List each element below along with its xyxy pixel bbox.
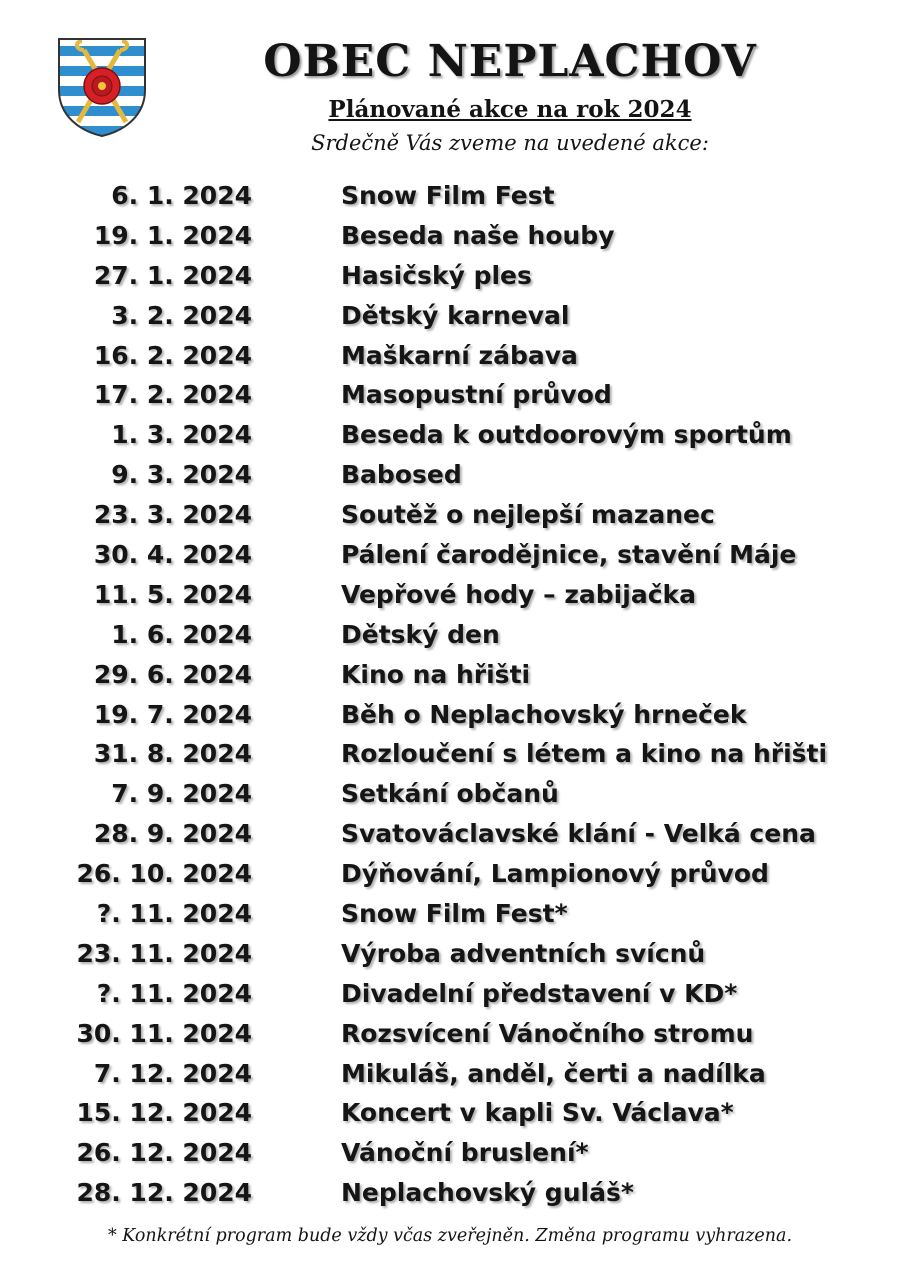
event-date: 27. 1. 2024 [93,260,252,290]
event-row [0,578,900,618]
page-title: OBEC NEPLACHOV [263,36,757,87]
event-row [0,179,900,219]
event-row [0,219,900,259]
event-row [0,538,900,578]
event-row [0,1057,900,1097]
event-date: 17. 2. 2024 [93,380,252,410]
event-name: Vánoční bruslení* [341,1138,589,1168]
event-row [0,339,900,379]
event-name: Divadelní představení v KD* [341,978,738,1008]
event-name: Svatováclavské klání - Velká cena [341,819,816,849]
event-row [0,857,900,897]
event-row [0,618,900,658]
event-date: 31. 8. 2024 [93,739,252,769]
event-row [0,299,900,339]
event-name: Masopustní průvod [341,380,612,410]
event-date: 1. 6. 2024 [111,619,252,649]
event-row [0,1096,900,1136]
event-row [0,698,900,738]
event-row [0,737,900,777]
event-row [0,817,900,857]
event-row [0,897,900,937]
event-name: Rozloučení s létem a kino na hřišti [341,739,828,769]
event-date: 26. 12. 2024 [76,1138,252,1168]
event-name: Koncert v kapli Sv. Václava* [341,1098,734,1128]
event-name: Snow Film Fest [341,181,555,210]
event-row [0,418,900,458]
event-date: 29. 6. 2024 [93,659,252,689]
event-name: Beseda k outdoorovým sportům [341,420,792,450]
page-subtitle: Plánované akce na rok 2024 [328,96,692,123]
footnote: * Konkrétní program bude vždy včas zveřejněn. Změna programu vyhrazena. [107,1226,793,1246]
event-date: 16. 2. 2024 [93,340,252,370]
event-name: Dětský karneval [341,300,570,330]
event-date: 30. 4. 2024 [93,540,252,570]
event-date: 7. 12. 2024 [93,1058,252,1088]
event-date: 15. 12. 2024 [76,1098,252,1128]
event-date: 26. 10. 2024 [76,859,252,889]
event-name: Pálení čarodějnice, stavění Máje [341,540,797,570]
event-date: 28. 9. 2024 [93,819,252,849]
event-date: 23. 11. 2024 [76,938,252,968]
event-name: Běh o Neplachovský hrneček [341,699,747,729]
event-name: Beseda naše houby [341,220,615,250]
invitation-text: Srdečně Vás zveme na uvedené akce: [311,131,709,155]
event-name: Neplachovský guláš* [341,1178,634,1208]
event-row [0,498,900,538]
event-row [0,1136,900,1176]
event-name: Výroba adventních svícnů [341,938,706,968]
event-date: 9. 3. 2024 [111,460,252,490]
event-row [0,1017,900,1057]
event-name: Setkání občanů [341,779,559,809]
event-row [0,937,900,977]
event-date: 23. 3. 2024 [93,500,252,530]
event-row [0,458,900,498]
event-row [0,977,900,1017]
coat-of-arms-icon [56,36,148,138]
event-name: Vepřové hody – zabijačka [341,579,697,609]
event-row [0,259,900,299]
event-date: 30. 11. 2024 [76,1018,252,1048]
event-row [0,1176,900,1216]
event-name: Dětský den [341,619,500,649]
event-date: 19. 7. 2024 [93,699,252,729]
event-list [0,179,900,1216]
event-row [0,378,900,418]
event-date: 6. 1. 2024 [111,181,252,210]
event-date: ?. 11. 2024 [96,899,252,929]
event-row [0,777,900,817]
event-name: Maškarní zábava [341,340,578,370]
event-name: Snow Film Fest* [341,899,568,929]
event-date: 7. 9. 2024 [111,779,252,809]
event-row [0,658,900,698]
event-name: Kino na hřišti [341,659,531,689]
event-name: Dýňování, Lampionový průvod [341,859,769,889]
event-date: 1. 3. 2024 [111,420,252,450]
event-date: 3. 2. 2024 [111,300,252,330]
event-name: Soutěž o nejlepší mazanec [341,500,715,530]
event-date: 19. 1. 2024 [93,220,252,250]
event-name: Rozsvícení Vánočního stromu [341,1018,754,1048]
event-date: 28. 12. 2024 [76,1178,252,1208]
event-date: 11. 5. 2024 [93,579,252,609]
event-name: Mikuláš, anděl, čerti a nadílka [341,1058,766,1088]
event-name: Hasičský ples [341,260,532,290]
event-name: Babosed [341,460,462,490]
event-date: ?. 11. 2024 [96,978,252,1008]
